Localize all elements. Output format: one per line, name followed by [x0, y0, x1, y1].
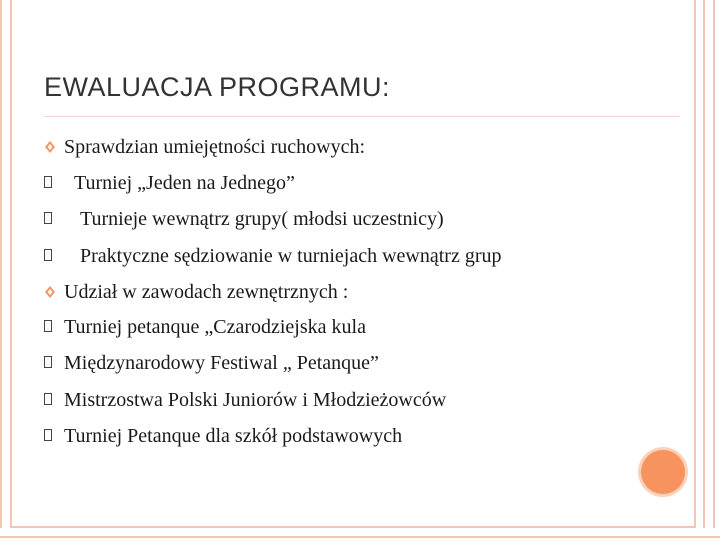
- list-item: [44, 278, 348, 306]
- list-item-text: Turniej „Jeden na Jednego”: [74, 171, 295, 194]
- box-bullet-icon: [44, 356, 56, 370]
- list-item: [44, 349, 379, 377]
- list-item-text: Turniej Petanque dla szkół podstawowych: [64, 424, 403, 447]
- slide-frame-outer-right: [713, 0, 715, 528]
- list-item-text: Turniej petanque „Czarodziejska kula: [64, 315, 366, 338]
- list-item-text: Międzynarodowy Festiwal „ Petanque”: [64, 351, 379, 374]
- list-item: [44, 242, 502, 270]
- box-bullet-icon: [44, 429, 56, 443]
- box-bullet-icon: [44, 393, 56, 407]
- list-item: [44, 205, 444, 233]
- list-item-text: Sprawdzian umiejętności ruchowych:: [64, 135, 366, 158]
- list-item-text: Mistrzostwa Polski Juniorów i Młodzieżowców: [64, 388, 447, 411]
- title-divider: [44, 116, 680, 117]
- decorative-circle: [641, 450, 685, 494]
- list-item: [44, 422, 402, 450]
- diamond-bullet-icon: [44, 285, 56, 299]
- box-bullet-icon: [44, 212, 56, 226]
- list-item: [44, 313, 366, 341]
- box-bullet-icon: [44, 176, 56, 190]
- list-item: [44, 133, 365, 161]
- list-item-text: Turnieje wewnątrz grupy( młodsi uczestnicy): [80, 207, 444, 230]
- list-item: [44, 386, 446, 414]
- slide-frame-outer-bottom: [0, 536, 720, 538]
- list-item: [44, 169, 295, 197]
- list-item-text: Udział w zawodach zewnętrznych :: [64, 280, 349, 303]
- box-bullet-icon: [44, 320, 56, 334]
- slide-title: EWALUACJA PROGRAMU:: [44, 72, 391, 102]
- slide-frame-outer-left: [0, 0, 2, 528]
- diamond-bullet-icon: [44, 140, 56, 154]
- box-bullet-icon: [44, 249, 56, 263]
- list-item-text: Praktyczne sędziowanie w turniejach wewnątrz grup: [80, 244, 502, 267]
- slide-frame-right-line: [703, 0, 705, 528]
